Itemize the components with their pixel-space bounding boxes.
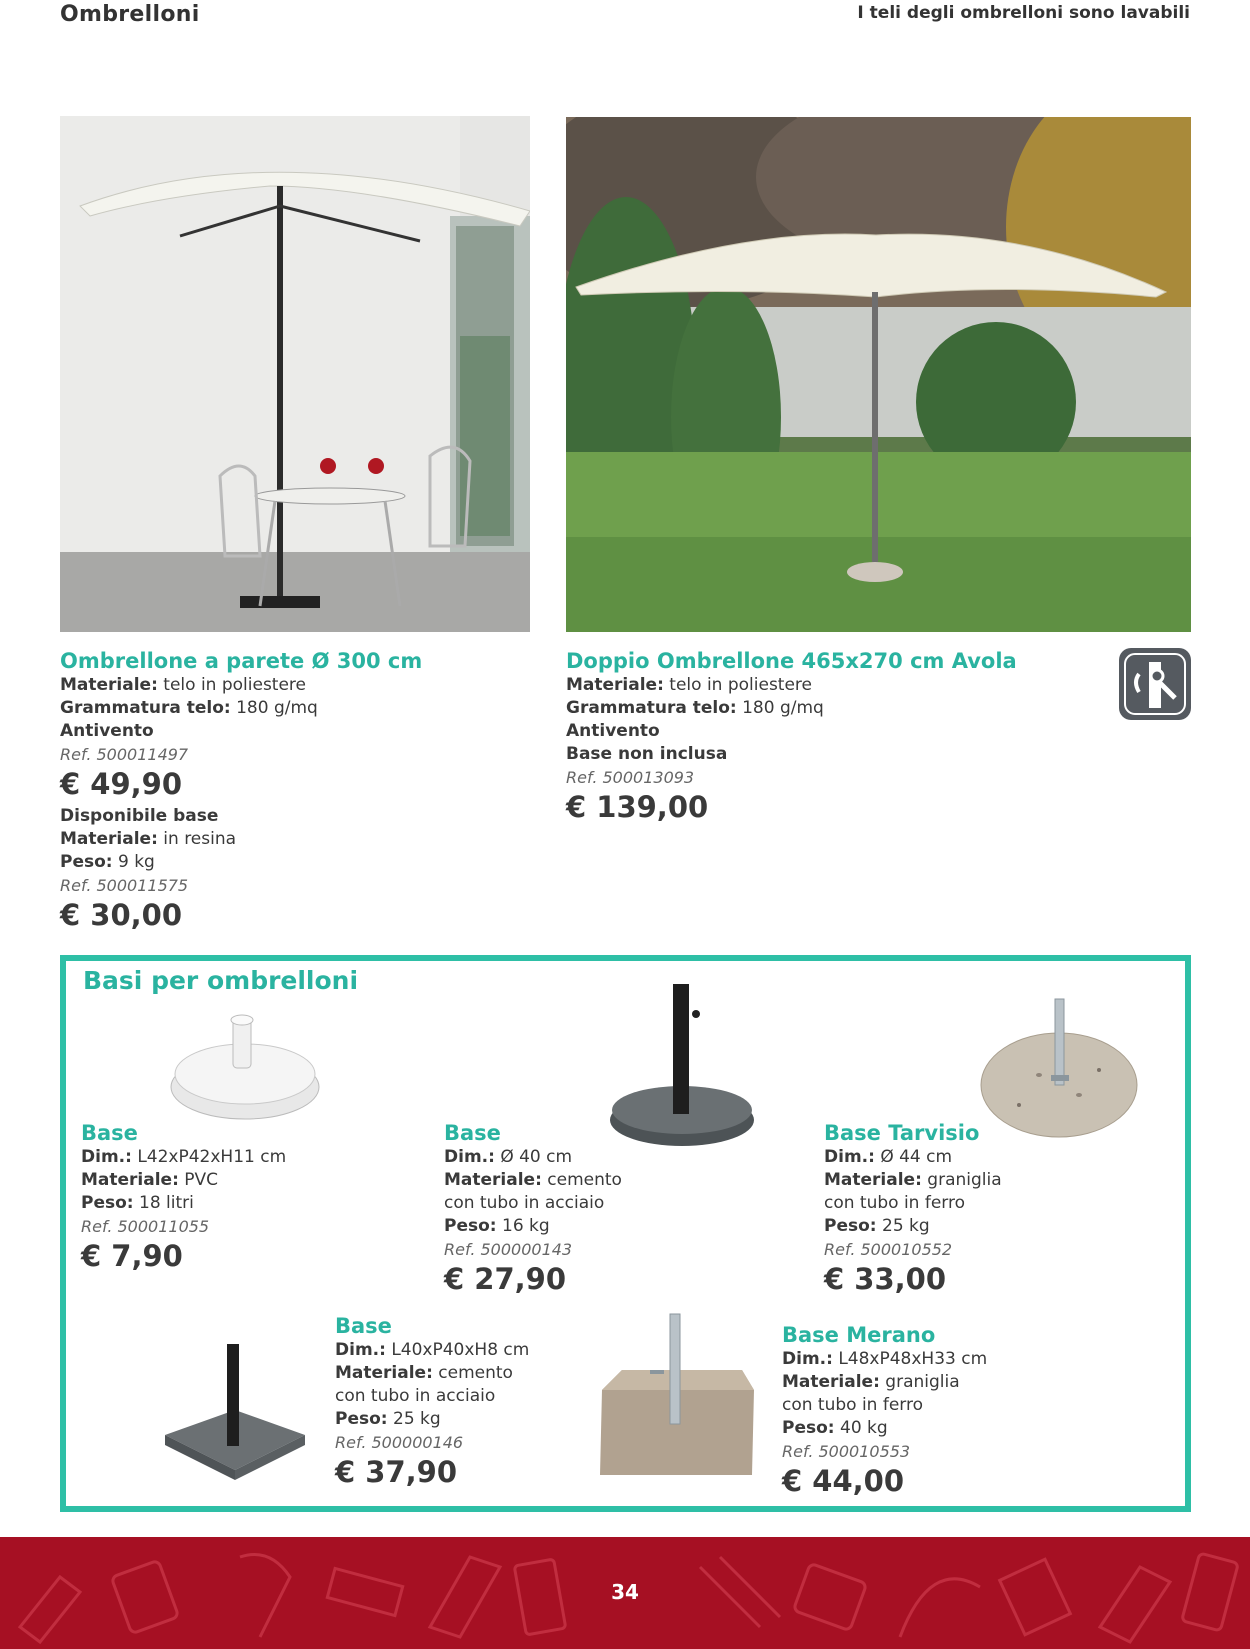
- section-tagline: I teli degli ombrelloni sono lavabili: [857, 3, 1190, 23]
- base-ref: Ref. 500010553: [782, 1442, 911, 1461]
- base-title: Base: [444, 1121, 501, 1145]
- section-title: Ombrelloni: [60, 2, 200, 27]
- base-item-3: [824, 1120, 1002, 1297]
- page-number: 34: [611, 1580, 639, 1604]
- spec-material: Materiale: telo in poliestere: [566, 675, 813, 695]
- base-title: Base Merano: [782, 1323, 936, 1347]
- base-material: Materiale: cemento: [335, 1363, 513, 1383]
- product-price: € 49,90: [60, 767, 183, 801]
- base-material: Materiale: graniglia: [782, 1372, 960, 1392]
- base-price: € 7,90: [81, 1239, 183, 1273]
- wall-umbrella-photo: [60, 116, 530, 632]
- base-material-detail: con tubo in acciaio: [335, 1386, 496, 1406]
- base-weight: Peso: 25 kg: [335, 1409, 441, 1429]
- spec-material: Materiale: telo in poliestere: [60, 675, 307, 695]
- base-material-detail: con tubo in ferro: [782, 1395, 924, 1415]
- base-ref: Ref. 500000146: [335, 1433, 464, 1452]
- product-price: € 139,00: [566, 790, 709, 824]
- spec-antivento: Antivento: [566, 721, 660, 741]
- base-dimensions: Dim.: L42xP42xH11 cm: [81, 1147, 287, 1167]
- product-double-umbrella: [566, 648, 1017, 825]
- base-weight: Peso: 18 litri: [81, 1193, 194, 1213]
- product-title: Ombrellone a parete Ø 300 cm: [60, 649, 423, 673]
- double-umbrella-photo: [566, 117, 1191, 632]
- pvc-base-image: [165, 1012, 323, 1124]
- base-title: Base: [81, 1121, 138, 1145]
- addon-price: € 30,00: [60, 898, 183, 932]
- base-material-detail: con tubo in acciaio: [444, 1193, 605, 1213]
- product-wall-umbrella: [60, 648, 422, 933]
- base-weight: Peso: 16 kg: [444, 1216, 550, 1236]
- merano-base-image: [592, 1310, 760, 1482]
- base-ref: Ref. 500011055: [81, 1217, 210, 1236]
- spec-base-not-included: Base non inclusa: [566, 744, 728, 764]
- base-material-detail: con tubo in ferro: [824, 1193, 966, 1213]
- spec-fabric-weight: Grammatura telo: 180 g/mq: [60, 698, 318, 718]
- base-dimensions: Dim.: Ø 40 cm: [444, 1147, 573, 1167]
- base-dimensions: Dim.: L40xP40xH8 cm: [335, 1340, 530, 1360]
- base-item-1: [81, 1120, 286, 1274]
- base-price: € 44,00: [782, 1464, 905, 1498]
- addon-title: Disponibile base: [60, 806, 219, 826]
- addon-material: Materiale: in resina: [60, 829, 237, 849]
- base-ref: Ref. 500010552: [824, 1240, 953, 1259]
- addon-ref: Ref. 500011575: [60, 876, 189, 895]
- base-title: Base Tarvisio: [824, 1121, 980, 1145]
- base-ref: Ref. 500000143: [444, 1240, 573, 1259]
- base-title: Base: [335, 1314, 392, 1338]
- product-ref: Ref. 500011497: [60, 745, 189, 764]
- base-weight: Peso: 40 kg: [782, 1418, 888, 1438]
- base-dimensions: Dim.: L48xP48xH33 cm: [782, 1349, 988, 1369]
- base-price: € 37,90: [335, 1455, 458, 1489]
- base-item-4: [335, 1313, 529, 1490]
- base-material: Materiale: cemento: [444, 1170, 622, 1190]
- base-dimensions: Dim.: Ø 44 cm: [824, 1147, 953, 1167]
- base-price: € 33,00: [824, 1262, 947, 1296]
- base-item-5: [782, 1322, 987, 1499]
- bases-panel-title: Basi per ombrelloni: [83, 966, 359, 995]
- spec-antivento: Antivento: [60, 721, 154, 741]
- base-material: Materiale: PVC: [81, 1170, 219, 1190]
- base-material: Materiale: graniglia: [824, 1170, 1002, 1190]
- spec-fabric-weight: Grammatura telo: 180 g/mq: [566, 698, 824, 718]
- assembly-icon: [1119, 648, 1191, 720]
- base-weight: Peso: 25 kg: [824, 1216, 930, 1236]
- base-price: € 27,90: [444, 1262, 567, 1296]
- product-ref: Ref. 500013093: [566, 768, 695, 787]
- tarvisio-base-image: [979, 995, 1139, 1140]
- square-cement-base-image: [155, 1340, 313, 1482]
- addon-weight: Peso: 9 kg: [60, 852, 155, 872]
- base-item-2: [444, 1120, 622, 1297]
- product-title: Doppio Ombrellone 465x270 cm Avola: [566, 649, 1017, 673]
- round-cement-base-image: [607, 980, 757, 1150]
